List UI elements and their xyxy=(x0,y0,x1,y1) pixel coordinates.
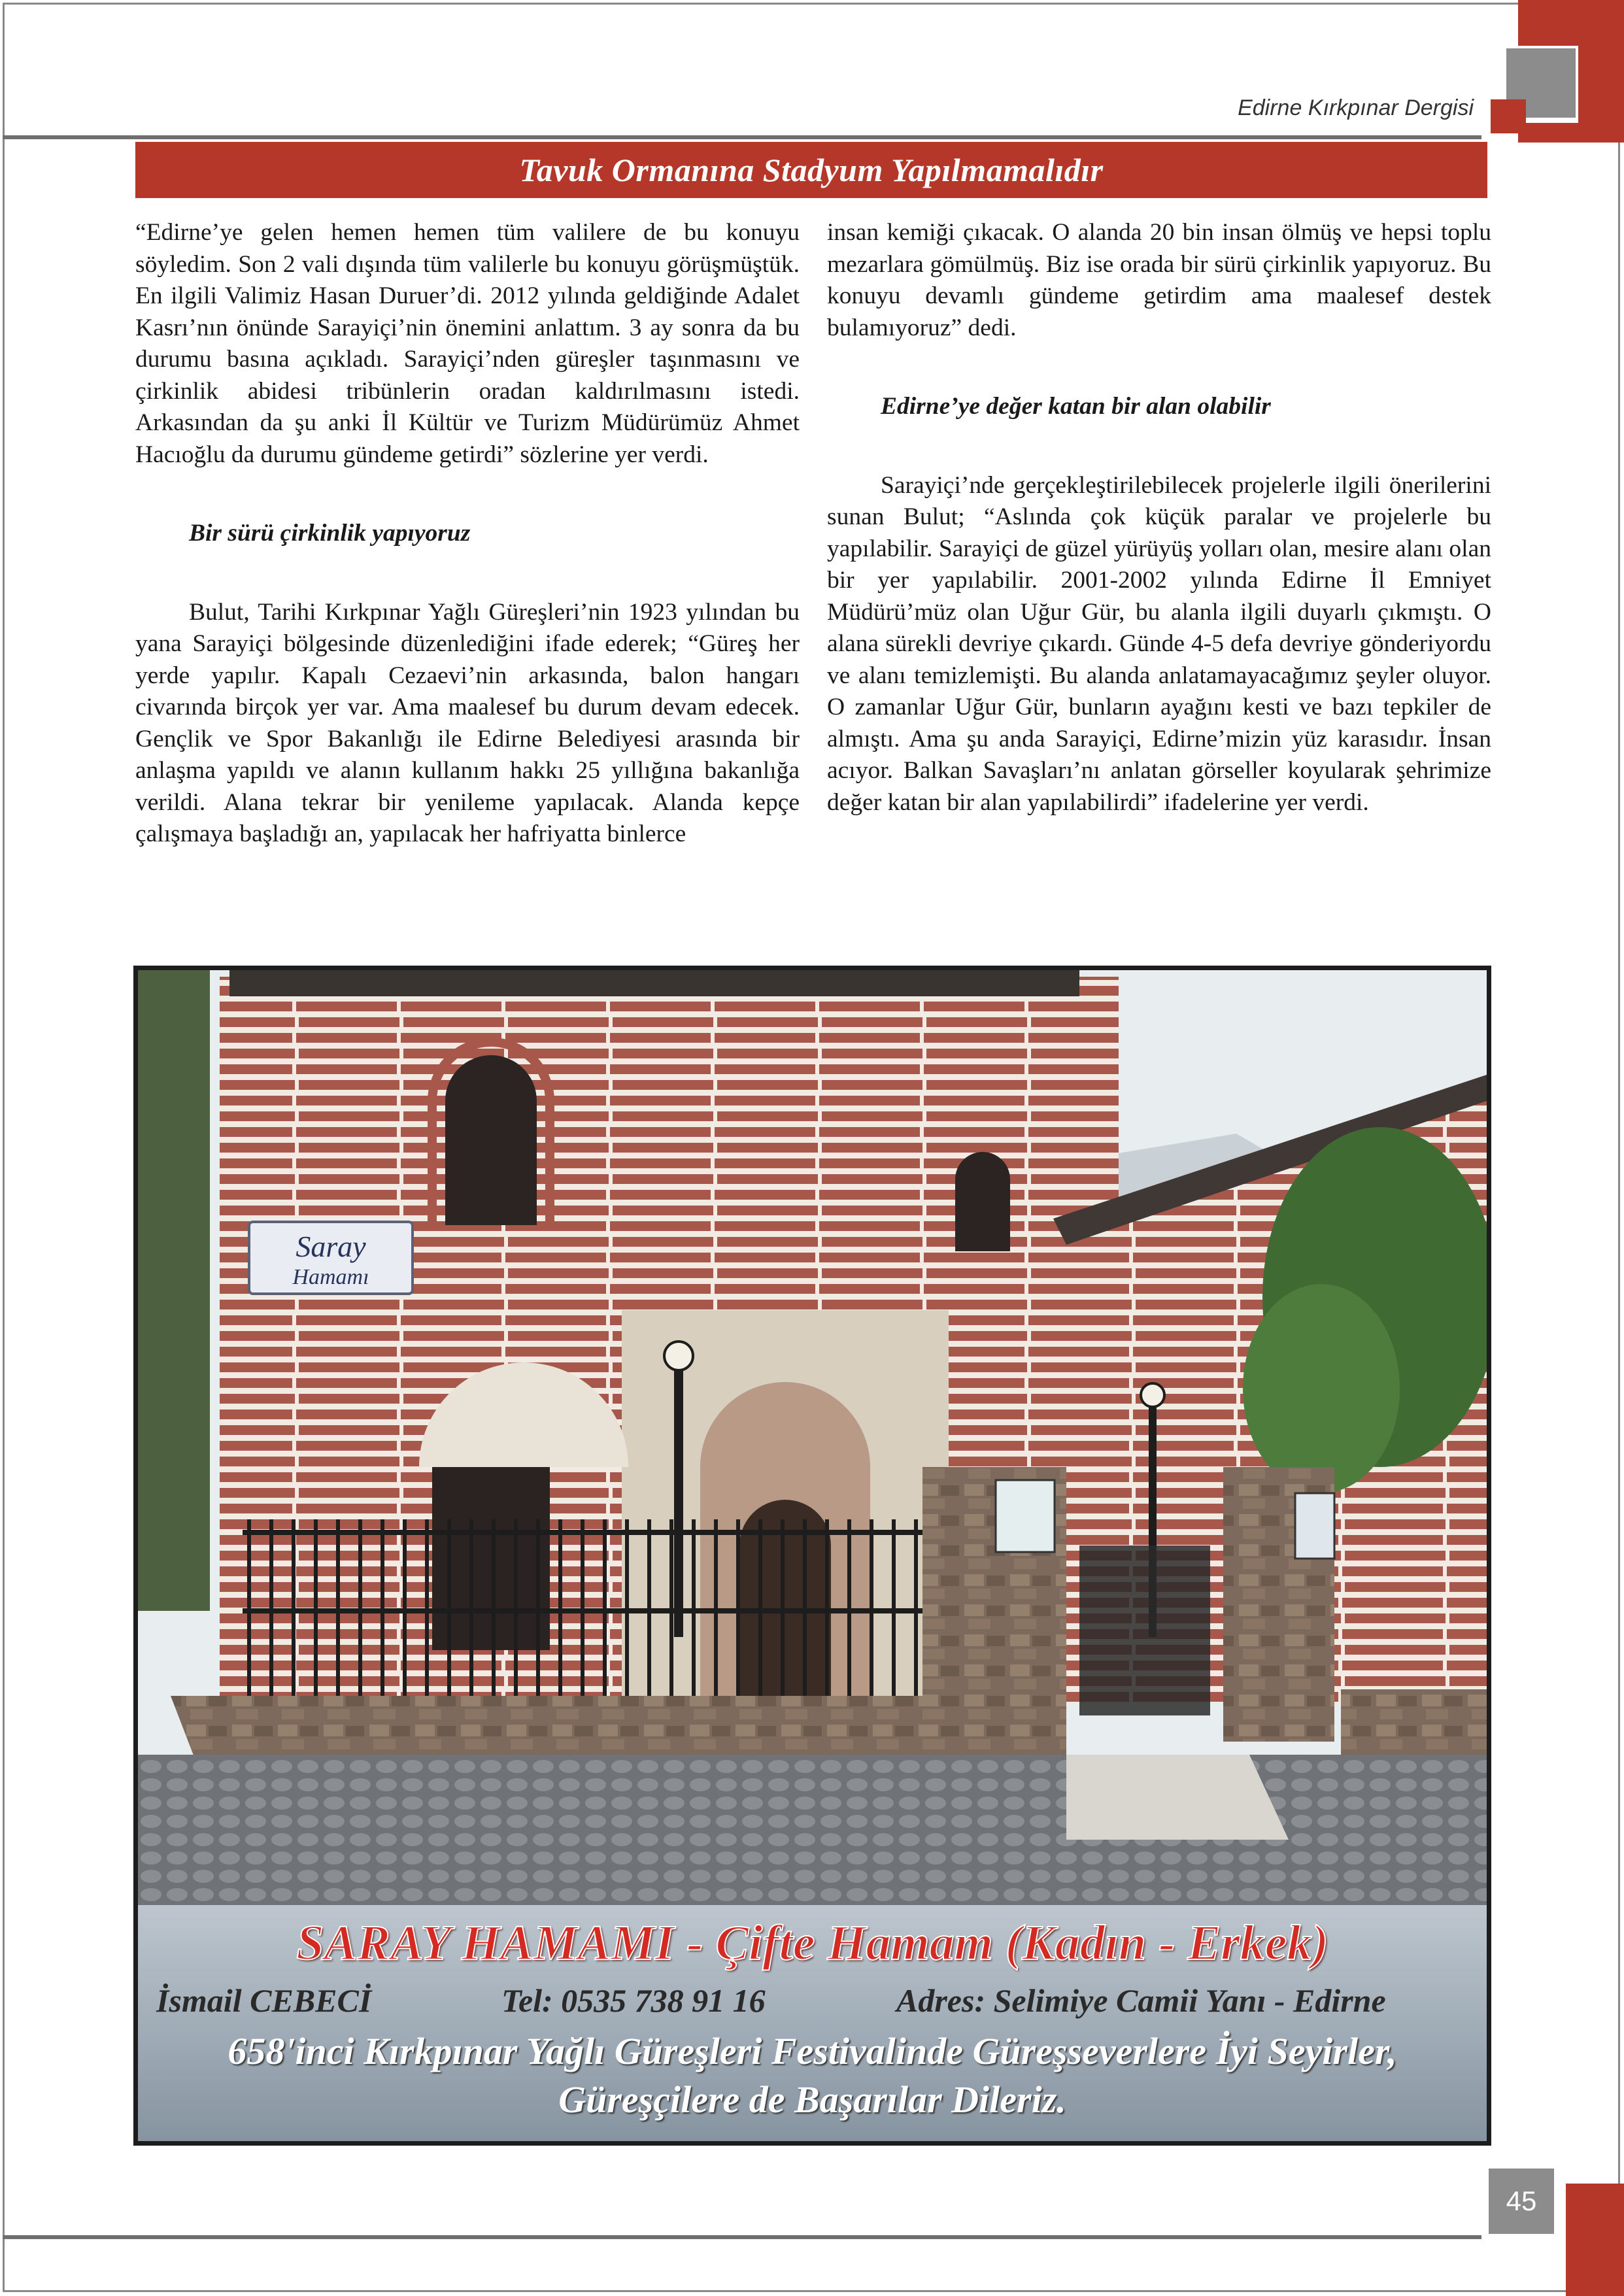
corner-small-red-block xyxy=(1491,99,1526,133)
footer-rule xyxy=(3,2235,1481,2239)
article-title-bar xyxy=(135,142,1487,198)
header-rule xyxy=(3,135,1481,139)
advert-owner: İsmail CEBECİ xyxy=(156,1982,372,2019)
page-number-box xyxy=(1489,2169,1554,2234)
advert-title: SARAY HAMAMI - Çifte Hamam (Kadın - Erkek) xyxy=(296,1916,1328,1970)
advert-address: Adres: Selimiye Camii Yanı - Edirne xyxy=(896,1982,1386,2019)
advert-phone: Tel: 0535 738 91 16 xyxy=(501,1982,766,2019)
right-column xyxy=(827,217,1491,819)
sign-line-2: Hamamı xyxy=(292,1265,369,1289)
right-paragraph-2: Sarayiçi’nde gerçekleştirilebilecek projelerle ilgili önerilerini sunan Bulut; “Aslında çok küçük paralar ve projelerle bu yapılabilir. Sarayiçi de güzel yürüyüş yolları olan, mesire alanı olan bir yer yapılabilir. 2001-2002 yılında Edirne İl Emniyet Müdürü’müz olan Uğur Gür, bu alanla ilgili duyarlı çıkmıştı. O alana sürekli devriye çıkardı. Günde 4-5 defa devriye gönderiyordu ve alanı temizlemişti. Bu alanda anlatamayacağımız şeyler oluyor. O zamanlar Uğur Gür, bunların ayağını kesti ve bazı tepkiler de almıştı. Ama şu anda Sarayiçi, Edirne’mizin yüz karasıdır. İnsan acıyor. Balkan Savaşları’nı anlatan görseller koyularak şehrimize değer katan bir alan yapılabilirdi” ifadelerine yer verdi. xyxy=(827,471,1491,816)
saray-hamami-advert xyxy=(133,966,1491,2146)
left-subheading: Bir sürü çirkinlik yapıyoruz xyxy=(189,520,471,547)
advert-message-line-2: Güreşçilere de Başarılar Dileriz. xyxy=(558,2078,1066,2121)
right-paragraph-1: insan kemiği çıkacak. O alanda 20 bin insan ölmüş ve hepsi toplu mezarlara gömülmüş. Biz ise orada bir sürü çirkinlik yapıyoruz. Bu konuyu devamlı gündeme getirdim ama maalesef destek bulamıyoruz” dedi. xyxy=(827,219,1491,341)
advert-message-line-1: 658'inci Kırkpınar Yağlı Güreşleri Festivalinde Güreşseverlere İyi Seyirler, xyxy=(228,2030,1397,2072)
magazine-name: Edirne Kırkpınar Dergisi xyxy=(1238,95,1474,120)
left-paragraph-1: “Edirne’ye gelen hemen hemen tüm valilere de bu konuyu söyledim. Son 2 vali dışında tüm valilerle bu konuyu görüşmüştük. En ilgili Valimiz Hasan Duruer’di. 2012 yılında geldiğinde Adalet Kasrı’nın önünde Sarayiçi’nin önemini anlattım. 3 ay sonra da bu durumu basına açıkladı. Sarayiçi’nden güreşler taşınmasını ve çirkinlik abidesi tribünlerin oradan kaldırılmasını istedi. Arkasından da şu anki İl Kültür ve Turizm Müdürümüz Ahmet Hacıoğlu da durumu gündeme getirdi” sözlerine yer verdi. xyxy=(135,219,800,468)
left-column xyxy=(135,217,800,851)
footer-red-block xyxy=(1566,2184,1624,2296)
article-title: Tavuk Ormanına Stadyum Yapılmamalıdır xyxy=(519,152,1104,188)
page-number: 45 xyxy=(1506,2186,1537,2216)
left-paragraph-2: Bulut, Tarihi Kırkpınar Yağlı Güreşleri’nin 1923 yılından bu yana Sarayiçi bölgesinde düzenlediğini ifade ederek; “Güreş her yerde yapılır. Kapalı Cezaevi’nin arkasında, balon hangarı civarında birçok yer var. Ama maalesef bu durum devam edecek. Gençlik ve Spor Bakanlığı ile Edirne Belediyesi arasında bir anlaşma yapıldı ve alanın kullanım hakkı 25 yıllığına bakanlığa verildi. Alana tekrar bir yenileme yapılacak. Alanda kepçe çalışmaya başladığı an, yapılacak her hafriyatta binlerce xyxy=(135,598,800,847)
sign-line-1: Saray xyxy=(296,1230,366,1263)
right-subheading: Edirne’ye değer katan bir alan olabilir xyxy=(881,393,1271,420)
